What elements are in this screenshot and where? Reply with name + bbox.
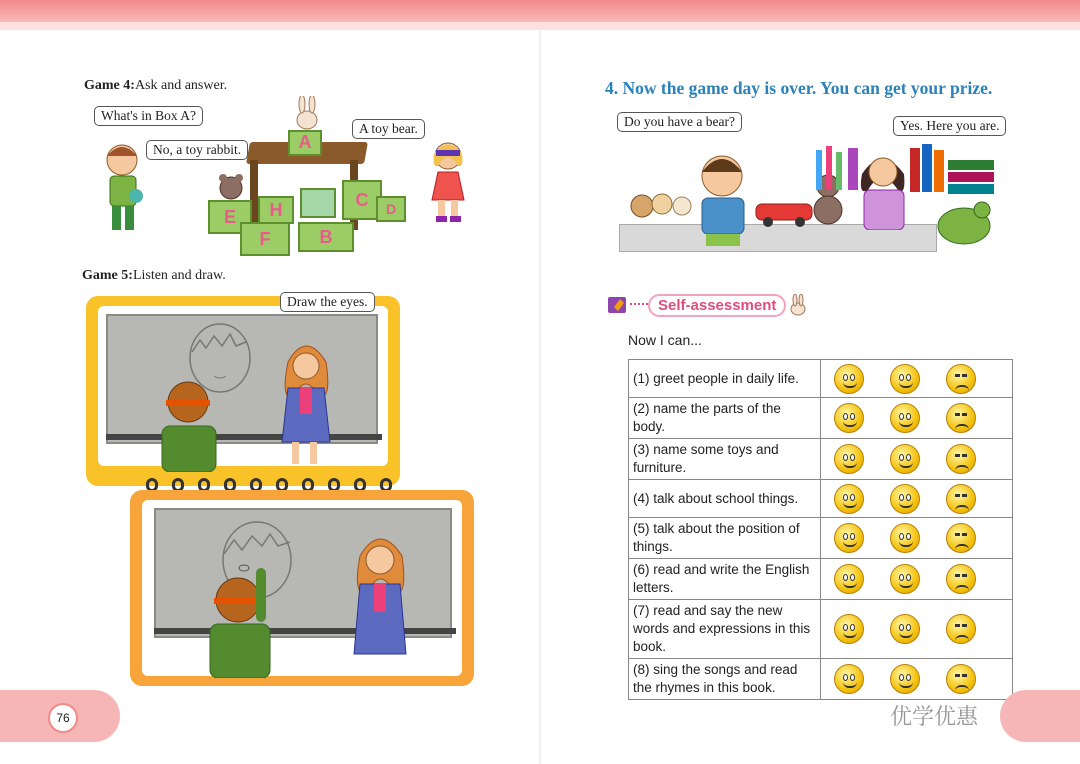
sad-face-icon[interactable]	[946, 364, 976, 394]
face-cell	[821, 398, 1013, 439]
page-number: 76	[48, 703, 78, 733]
happy-face-icon[interactable]	[834, 664, 864, 694]
toy-car-illustration	[752, 196, 816, 228]
rabbit-icon	[788, 294, 808, 316]
happy-face-icon[interactable]	[834, 364, 864, 394]
face-cell	[821, 439, 1013, 480]
boy-back-illustration	[154, 376, 224, 472]
sad-face-icon[interactable]	[946, 403, 976, 433]
bubble-boy-prize: Do you have a bear?	[617, 112, 742, 132]
face-cell	[821, 360, 1013, 398]
top-band	[0, 0, 1080, 22]
item-cell: (5) talk about the position of things.	[629, 518, 821, 559]
toy-rabbit-illustration	[292, 96, 322, 130]
smile-face-icon[interactable]	[890, 614, 920, 644]
game5-panel-1	[86, 296, 400, 486]
box-b: B	[298, 222, 354, 252]
table-row	[629, 398, 1013, 439]
game5-panel-2	[130, 490, 474, 686]
face-cell	[821, 480, 1013, 518]
smile-face-icon[interactable]	[890, 664, 920, 694]
girl-prize-illustration	[850, 146, 916, 230]
box-c: C	[342, 180, 382, 220]
smile-face-icon[interactable]	[890, 523, 920, 553]
item-cell: (8) sing the songs and read the rhymes in this book.	[629, 659, 821, 700]
box-a: A	[288, 130, 322, 156]
sad-face-icon[interactable]	[946, 444, 976, 474]
page-gutter	[539, 30, 541, 764]
game5-heading: Game 5:Listen and draw.	[82, 268, 226, 283]
dotted-connector	[630, 303, 648, 305]
item-cell: (2) name the parts of the body.	[629, 398, 821, 439]
smile-face-icon[interactable]	[890, 444, 920, 474]
box-f: F	[240, 222, 290, 256]
item-cell: (3) name some toys and furniture.	[629, 439, 821, 480]
face-cell	[821, 600, 1013, 659]
sad-face-icon[interactable]	[946, 664, 976, 694]
happy-face-icon[interactable]	[834, 614, 864, 644]
bubble-girl-prize: Yes. Here you are.	[893, 116, 1006, 136]
bubble-answer: No, a toy rabbit.	[146, 140, 248, 160]
item-cell: (4) talk about school things.	[629, 480, 821, 518]
item-cell: (6) read and write the English letters.	[629, 559, 821, 600]
self-assessment-table	[628, 359, 1013, 700]
footer-band-right	[1000, 690, 1080, 742]
sad-face-icon[interactable]	[946, 523, 976, 553]
happy-face-icon[interactable]	[834, 523, 864, 553]
box-e: E	[208, 200, 252, 234]
item-cell: (7) read and say the new words and expressions in this book.	[629, 600, 821, 659]
smile-face-icon[interactable]	[890, 364, 920, 394]
sad-face-icon[interactable]	[946, 564, 976, 594]
face-cell	[821, 659, 1013, 700]
teacher-illustration	[338, 524, 422, 674]
bubble-teacher: Draw the eyes.	[280, 292, 375, 312]
boy-prize-illustration	[692, 146, 756, 246]
table-row	[629, 559, 1013, 600]
prize-title: 4. Now the game day is over. You can get your prize.	[605, 78, 993, 98]
box-blank	[300, 188, 336, 218]
toy-bear-illustration	[216, 170, 246, 202]
happy-face-icon[interactable]	[834, 444, 864, 474]
now-i-can-text: Now I can...	[628, 332, 702, 348]
top-band-light	[0, 22, 1080, 30]
game4-heading: Game 4:Ask and answer.	[84, 78, 228, 93]
table-row	[629, 360, 1013, 398]
box-h: H	[258, 196, 294, 224]
toy-dinosaur-illustration	[932, 196, 998, 250]
smile-face-icon[interactable]	[890, 484, 920, 514]
sad-face-icon[interactable]	[946, 614, 976, 644]
box-d: D	[376, 196, 406, 222]
bubble-question: What's in Box A?	[94, 106, 203, 126]
boy-illustration	[98, 140, 148, 236]
pencil-book-icon	[606, 293, 632, 315]
teacher-illustration	[266, 332, 346, 472]
girl-illustration	[424, 138, 472, 224]
happy-face-icon[interactable]	[834, 564, 864, 594]
table-row	[629, 518, 1013, 559]
books-illustration	[908, 140, 998, 200]
watermark: 优学优惠	[890, 705, 979, 730]
table-row	[629, 439, 1013, 480]
face-cell	[821, 518, 1013, 559]
bubble-girl: A toy bear.	[352, 119, 425, 139]
smile-face-icon[interactable]	[890, 403, 920, 433]
smile-face-icon[interactable]	[890, 564, 920, 594]
item-cell: (1) greet people in daily life.	[629, 360, 821, 398]
table-row	[629, 600, 1013, 659]
sad-face-icon[interactable]	[946, 484, 976, 514]
self-assessment-label: Self-assessment	[648, 294, 786, 317]
boy-drawing-illustration	[198, 558, 284, 678]
toy-animals-illustration	[628, 180, 692, 226]
face-cell	[821, 559, 1013, 600]
happy-face-icon[interactable]	[834, 403, 864, 433]
table-row	[629, 659, 1013, 700]
table-row	[629, 480, 1013, 518]
happy-face-icon[interactable]	[834, 484, 864, 514]
